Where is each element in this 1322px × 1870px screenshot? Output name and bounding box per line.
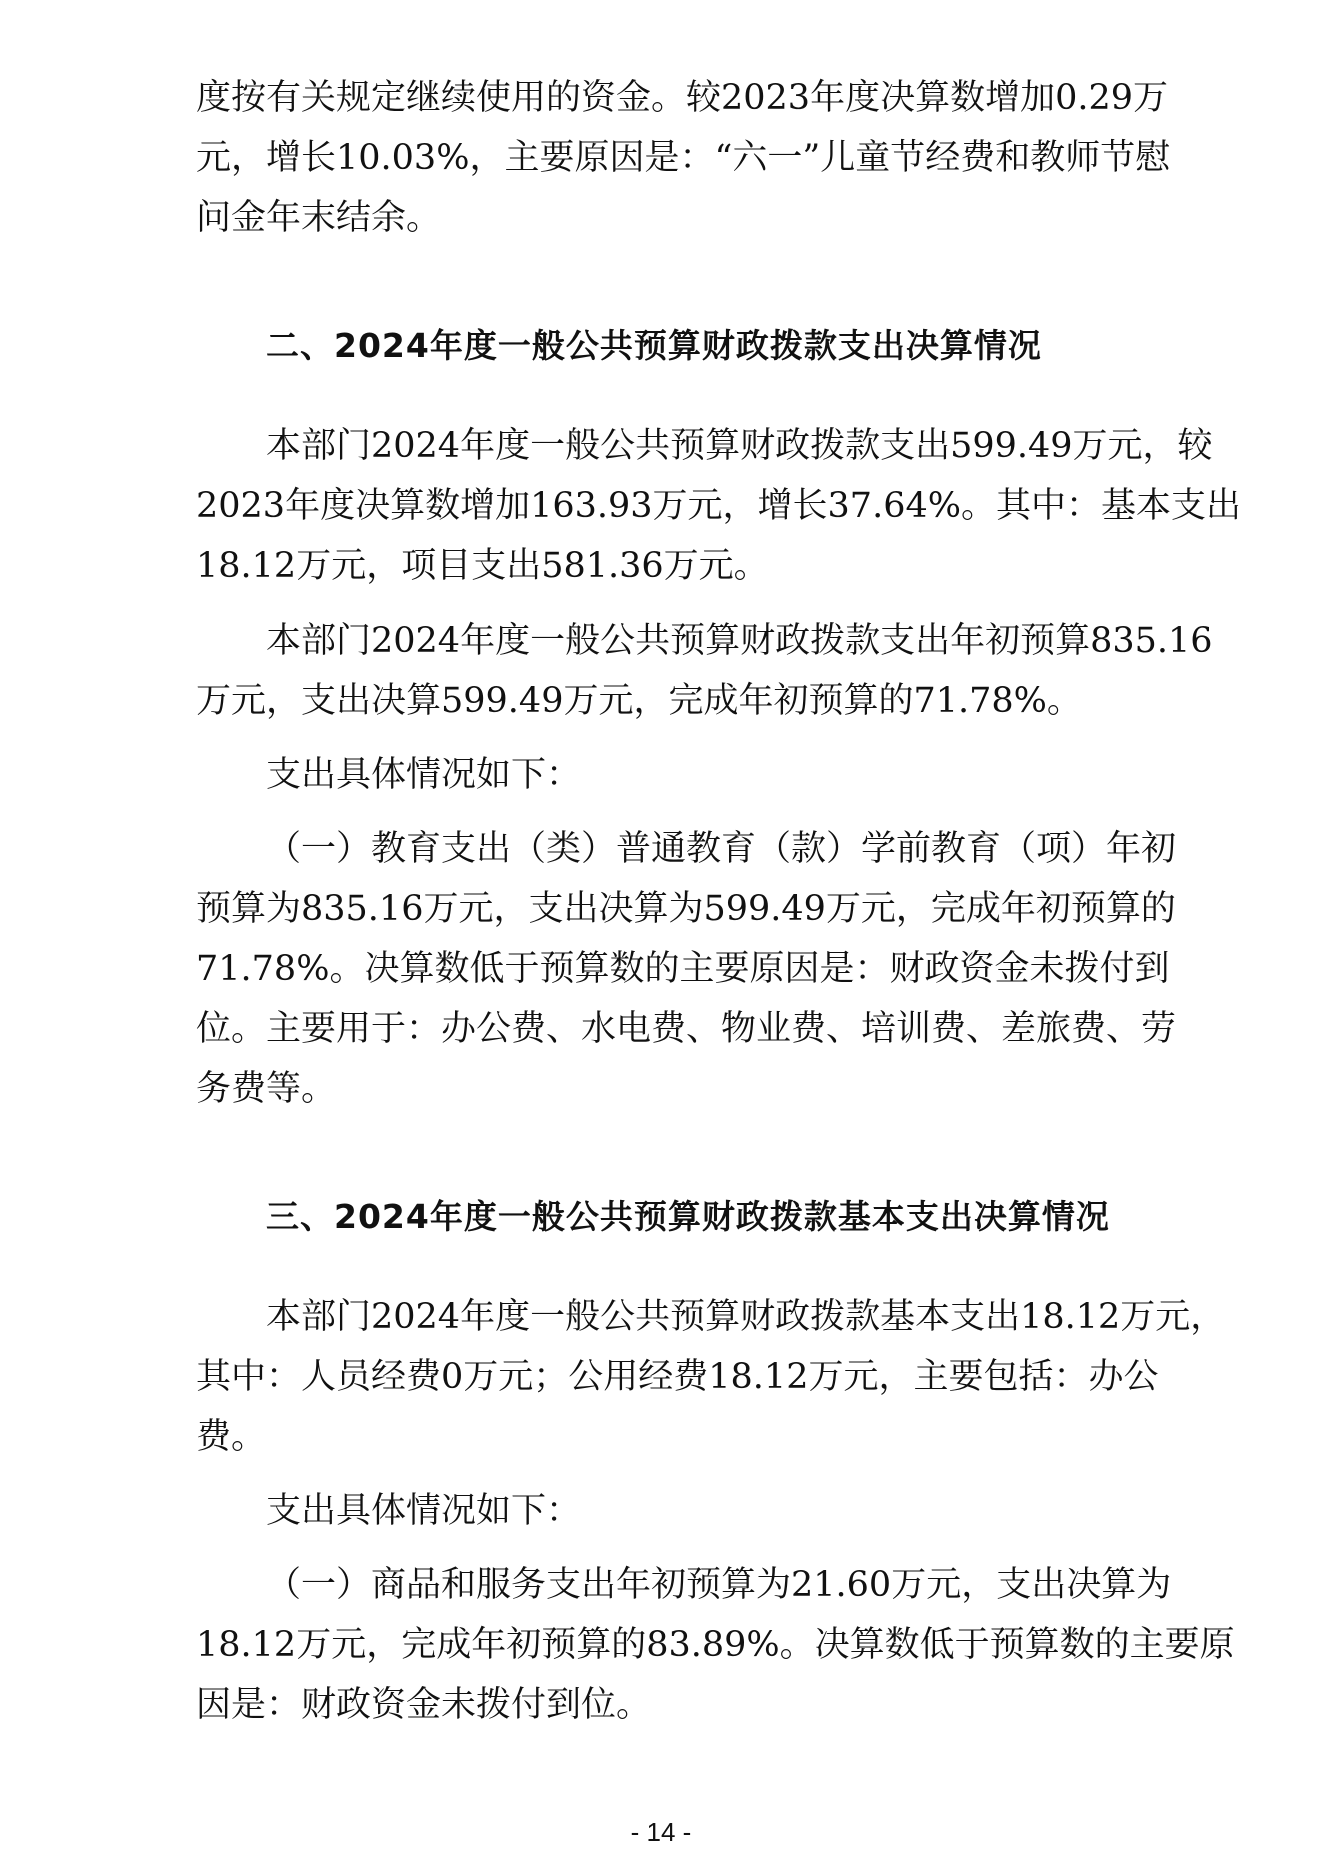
section-2-paragraph-1-line-3: 18.12万元，项目支出581.36万元。: [196, 546, 769, 586]
continuation-line-1: 度按有关规定继续使用的资金。较2023年度决算数增加0.29万: [196, 78, 1169, 118]
section-3-paragraph-3-line-3: 因是：财政资金未拨付到位。: [196, 1685, 652, 1725]
section-2-paragraph-3-line-1: 支出具体情况如下：: [266, 755, 582, 795]
section-2-paragraph-4-line-2: 预算为835.16万元，支出决算为599.49万元，完成年初预算的: [196, 889, 1176, 929]
section-3-paragraph-3-line-1: （一）商品和服务支出年初预算为21.60万元，支出决算为: [266, 1565, 1172, 1605]
section-3-heading: 三、2024年度一般公共预算财政拨款基本支出决算情况: [266, 1197, 1110, 1236]
section-3-paragraph-2-line-1: 支出具体情况如下：: [266, 1491, 582, 1531]
section-2-heading: 二、2024年度一般公共预算财政拨款支出决算情况: [266, 326, 1042, 365]
section-2-paragraph-1-line-2: 2023年度决算数增加163.93万元，增长37.64%。其中：基本支出: [196, 486, 1241, 526]
continuation-line-3: 问金年末结余。: [196, 198, 442, 238]
section-2-paragraph-1-line-1: 本部门2024年度一般公共预算财政拨款支出599.49万元，较: [266, 426, 1213, 466]
section-3-paragraph-1-line-3: 费。: [196, 1417, 267, 1457]
page-number: - 14 -: [630, 1817, 692, 1847]
section-3-paragraph-1-line-1: 本部门2024年度一般公共预算财政拨款基本支出18.12万元，: [266, 1297, 1226, 1337]
section-2-paragraph-4-line-3: 71.78%。决算数低于预算数的主要原因是：财政资金未拨付到: [196, 949, 1170, 989]
section-2-paragraph-4-line-1: （一）教育支出（类）普通教育（款）学前教育（项）年初: [266, 829, 1177, 869]
section-3-paragraph-1-line-2: 其中：人员经费0万元；公用经费18.12万元，主要包括：办公: [196, 1357, 1159, 1397]
continuation-line-2: 元，增长10.03%，主要原因是：“六一”儿童节经费和教师节慰: [196, 138, 1171, 178]
section-2-paragraph-4-line-5: 务费等。: [196, 1069, 337, 1109]
section-3-paragraph-3-line-2: 18.12万元，完成年初预算的83.89%。决算数低于预算数的主要原: [196, 1625, 1235, 1665]
section-2-paragraph-4-line-4: 位。主要用于：办公费、水电费、物业费、培训费、差旅费、劳: [196, 1009, 1177, 1049]
section-2-paragraph-2-line-2: 万元，支出决算599.49万元，完成年初预算的71.78%。: [196, 681, 1082, 721]
section-2-paragraph-2-line-1: 本部门2024年度一般公共预算财政拨款支出年初预算835.16: [266, 621, 1213, 661]
